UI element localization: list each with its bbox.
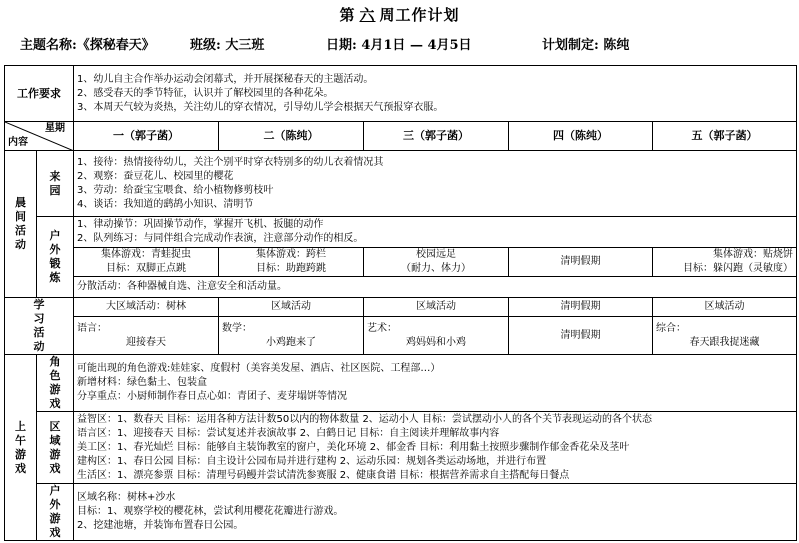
area-game-label: 区 域 游 戏	[37, 412, 74, 484]
theme-name: 主题名称:《探秘春天》	[20, 38, 155, 53]
outdoor-exercise-content: 1、律动操节：巩固操节动作，掌握开飞机、扳腿的动作 2、队列练习：与同伴组合完成动作表演，注意部分动作的相反。	[74, 217, 797, 248]
outdoor-game-content: 区域名称：树林+沙水 目标：1、观察学校的樱花林，尝试利用樱花花瓣进行游戏。 2、挖建池塘，并装饰布置春日公园。	[74, 484, 797, 541]
morning-game-label: 上 午 游 戏	[5, 355, 37, 541]
page-title: 第 六 周工作计划	[339, 6, 460, 24]
work-requirements: 1、幼儿自主合作举办运动会闭幕式，并开展探秘春天的主题活动。 2、感受春天的季节特征，认识并了解校园里的各种花朵。 3、本周天气较为炎热，关注幼儿的穿衣情况，引导幼儿学会根据天气预报穿衣服。	[74, 66, 797, 122]
morning-activity-label: 晨 间 活 动	[5, 151, 37, 298]
subject-thu: 清明假期	[509, 317, 653, 355]
game-tue-top: 集体游戏：跨栏	[219, 248, 364, 263]
subject-mon: 语言： 迎接春天	[74, 317, 219, 355]
day-header-1: 一（郭子菡）	[74, 122, 219, 151]
game-fri-goal: 目标：躲闪跑（灵敏度）	[653, 262, 797, 277]
area-game-content: 益智区：1、数春天 目标：运用各种方法计数50以内的物体数量 2、运动小人 目标：尝试摆动小人的各个关节表现运动的各个状态 语言区：1、迎接春天 目标：尝试复述并表演故事 2、白鹤日记 目标：自主阅读并理解故事内容 美工区：1、春光灿烂 目标：能够自主装饰教室的窗户，美化环境 2、郁金香 目标：利用黏土按照步骤制作郁金香花朵及茎叶 建构区：1、春日公园 目标：自主设计公园布局并进行建构 2、运动乐园：规划各类运动场地，并进行布置 生活区：1、漂亮参票 目标：清理号码鳗并尝试清洗参赛服 2、健康食谱 目标：根据营养需求自主搭配每日餐点	[74, 412, 797, 484]
weekly-plan-table	[4, 65, 797, 541]
free-activity: 分散活动：各种器械自选、注意安全和活动量。	[74, 277, 797, 298]
game-mon-top: 集体游戏：青蛙捉虫	[74, 248, 219, 263]
role-play-content: 可能出现的角色游戏:娃娃家、度假村（美容美发屋、酒店、社区医院、工程部…） 新增材料：绿色黏土、包装盒 分享重点：小厨师制作春日点心如：青团子、麦芽塌饼等情况	[74, 355, 797, 412]
arrival-label: 来 园	[37, 151, 74, 217]
learning-area-tue: 区域活动	[219, 298, 364, 317]
subject-fri: 综合： 春天跟我捉迷藏	[653, 317, 797, 355]
work-requirements-label: 工作要求	[5, 66, 74, 122]
role-play-label: 角 色 游 戏	[37, 355, 74, 412]
day-header-3: 三（郭子菡）	[364, 122, 509, 151]
day-header-5: 五（郭子菡）	[653, 122, 797, 151]
learning-area-wed: 区域活动	[364, 298, 509, 317]
week-number: 六	[359, 6, 376, 24]
date-range: 日期: 4月1日 — 4月5日	[326, 38, 472, 53]
learning-area-thu: 清明假期	[509, 298, 653, 317]
learning-area-fri: 区域活动	[653, 298, 797, 317]
outdoor-game-label: 户 外 游 戏	[37, 484, 74, 541]
day-header-2: 二（陈纯）	[219, 122, 364, 151]
class-name: 班级: 大三班	[190, 38, 265, 53]
learning-activity-label: 学 习 活 动	[5, 298, 74, 355]
subject-wed: 艺术： 鸡妈妈和小鸡	[364, 317, 509, 355]
game-thu: 清明假期	[509, 248, 653, 277]
learning-area-mon: 大区域活动：树林	[74, 298, 219, 317]
game-mon-goal: 目标：双脚正点跳	[74, 262, 219, 277]
arrival-content: 1、接待：热情接待幼儿，关注个别平时穿衣特别多的幼儿衣着情况其 2、观察：蚕豆花儿、校园里的樱花 3、劳动：给蚕宝宝喂食、给小植物修剪枝叶 4、谈话：我知道的鹞鸪小知识、清明节	[74, 151, 797, 217]
outdoor-exercise-label: 户 外 锻 炼	[37, 217, 74, 298]
planner: 计划制定: 陈纯	[542, 38, 630, 53]
game-wed-top: 校园远足	[364, 248, 509, 263]
game-fri-top: 集体游戏：贴烧饼	[653, 248, 797, 263]
game-tue-goal: 目标：助跑跨跳	[219, 262, 364, 277]
game-wed-goal: （耐力、体力）	[364, 262, 509, 277]
subject-tue: 数学： 小鸡跑来了	[219, 317, 364, 355]
day-header-4: 四（陈纯）	[509, 122, 653, 151]
week-content-corner: 星期 内容	[5, 122, 74, 151]
